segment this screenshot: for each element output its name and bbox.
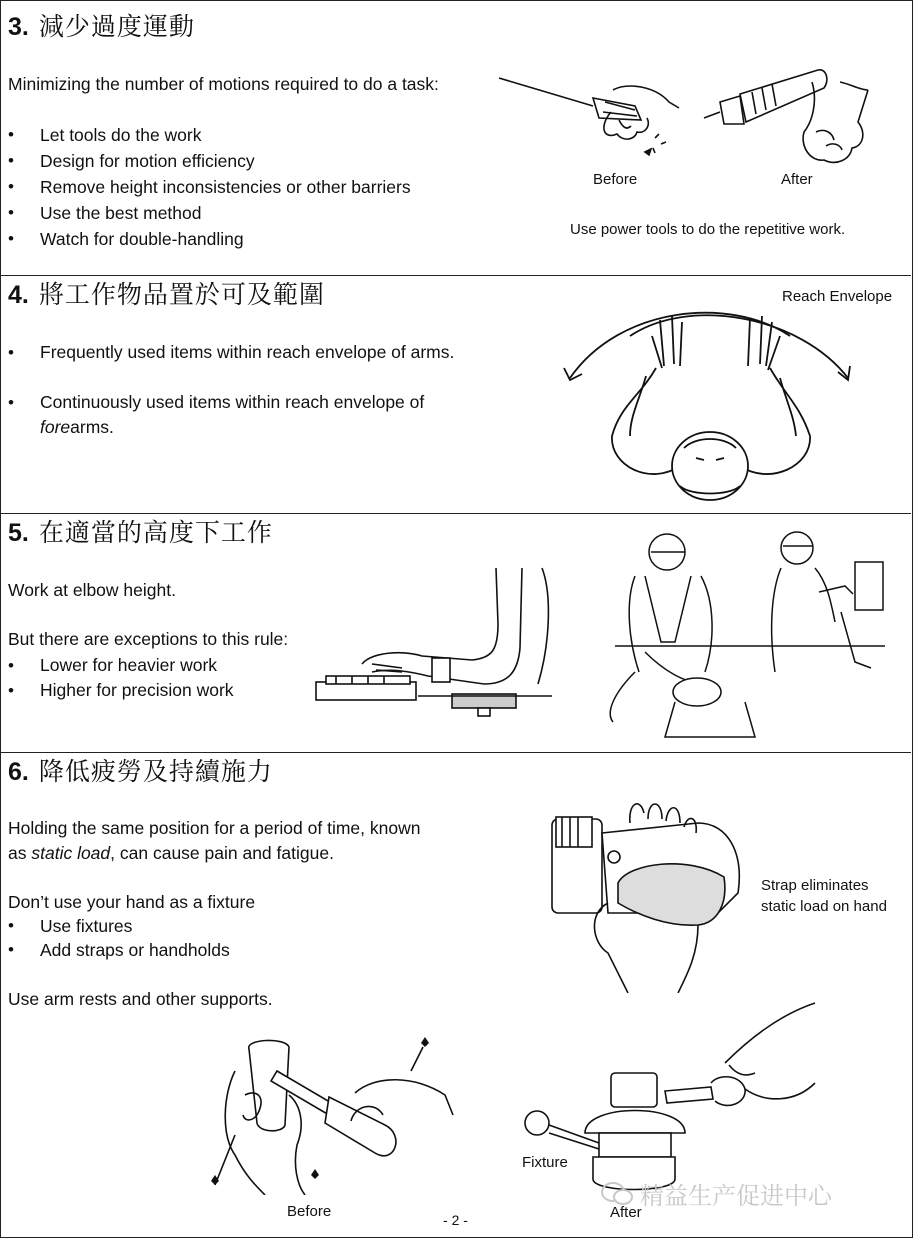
section-4: [0, 276, 911, 512]
section-6-number: 6.: [8, 758, 29, 786]
watermark-text: 精益生产促进中心: [640, 1182, 832, 1210]
section-3-bullets: [8, 122, 411, 252]
manual-screwdriver-illustration: [495, 68, 685, 163]
power-screwdriver-illustration: [700, 62, 890, 172]
section-5-heading: [8, 518, 273, 548]
watermark: [600, 1176, 832, 1213]
section-4-heading: [8, 280, 325, 310]
section-3-heading: [8, 12, 195, 42]
section-4-bullets: [8, 340, 454, 440]
section-3-after-label: After: [781, 171, 813, 188]
strap-caption-line1: Strap eliminates: [761, 877, 869, 894]
italic-fore: fore: [40, 417, 71, 437]
hand-as-fixture-illustration: [205, 1035, 455, 1195]
section-3-number: 3.: [8, 13, 29, 41]
section-3-before-label: Before: [593, 171, 638, 188]
section-5-bullets: [8, 653, 234, 703]
list-item: [8, 390, 454, 440]
section-3-caption: Use power tools to do the repetitive work.: [570, 221, 846, 238]
list-item: • Add straps or handholds: [8, 938, 230, 962]
section-6-after-label: After: [610, 1204, 642, 1221]
list-item: • Remove height inconsistencies or other barriers: [8, 174, 411, 200]
wechat-icon: [600, 1181, 634, 1213]
section-5: [0, 514, 911, 751]
section-3-title: 減少過度運動: [38, 12, 195, 41]
text-run: as: [8, 843, 32, 863]
section-3-intro: Minimizing the number of motions required to do a task:: [8, 74, 439, 94]
bullet-text: Continuously used items within reach envelope of: [40, 392, 425, 412]
section-6-armrest-line: Use arm rests and other supports.: [8, 989, 273, 1009]
bullet-text-continued: arms.: [70, 417, 114, 437]
list-item: • Higher for precision work: [8, 678, 234, 703]
section-6-title: 降低疲勞及持續施力: [38, 757, 273, 786]
reach-envelope-label: Reach Envelope: [782, 288, 893, 305]
list-item: • Watch for double-handling: [8, 226, 411, 252]
section-5-title: 在適當的高度下工作: [38, 518, 273, 547]
section-6-heading: [8, 757, 273, 787]
fixture-label: Fixture: [522, 1154, 568, 1171]
page-number: - 2 -: [443, 1212, 468, 1228]
section-6-bullets: [8, 914, 230, 962]
section-3: [0, 0, 911, 275]
section-5-line2: But there are exceptions to this rule:: [8, 629, 289, 649]
italic-static-load: static load: [31, 843, 111, 863]
keyboard-elbow-illustration: [312, 564, 557, 719]
list-item: • Use fixtures: [8, 914, 230, 938]
list-item: • Let tools do the work: [8, 122, 411, 148]
section-6-before-label: Before: [287, 1203, 332, 1220]
strap-caption-line2: static load on hand: [761, 898, 887, 915]
section-6-para1-line2: [8, 841, 334, 865]
section-5-line1: Work at elbow height.: [8, 580, 176, 600]
list-item: • Frequently used items within reach envelope of arms.: [8, 340, 454, 365]
section-6-fixture-line: Don’t use your hand as a fixture: [8, 892, 256, 912]
section-4-number: 4.: [8, 281, 29, 309]
list-item: • Use the best method: [8, 200, 411, 226]
section-4-title: 將工作物品置於可及範圍: [38, 280, 325, 309]
section-6-para1-line1: Holding the same position for a period of time, known: [8, 818, 421, 838]
list-item: • Lower for heavier work: [8, 653, 234, 678]
reach-envelope-illustration: [560, 296, 860, 506]
list-item: • Design for motion efficiency: [8, 148, 411, 174]
elbow-height-workers-illustration: [605, 522, 890, 747]
section-5-number: 5.: [8, 519, 29, 547]
section-6: [0, 753, 911, 1233]
camcorder-strap-illustration: [548, 793, 748, 993]
text-run: , can cause pain and fatigue.: [110, 843, 334, 863]
